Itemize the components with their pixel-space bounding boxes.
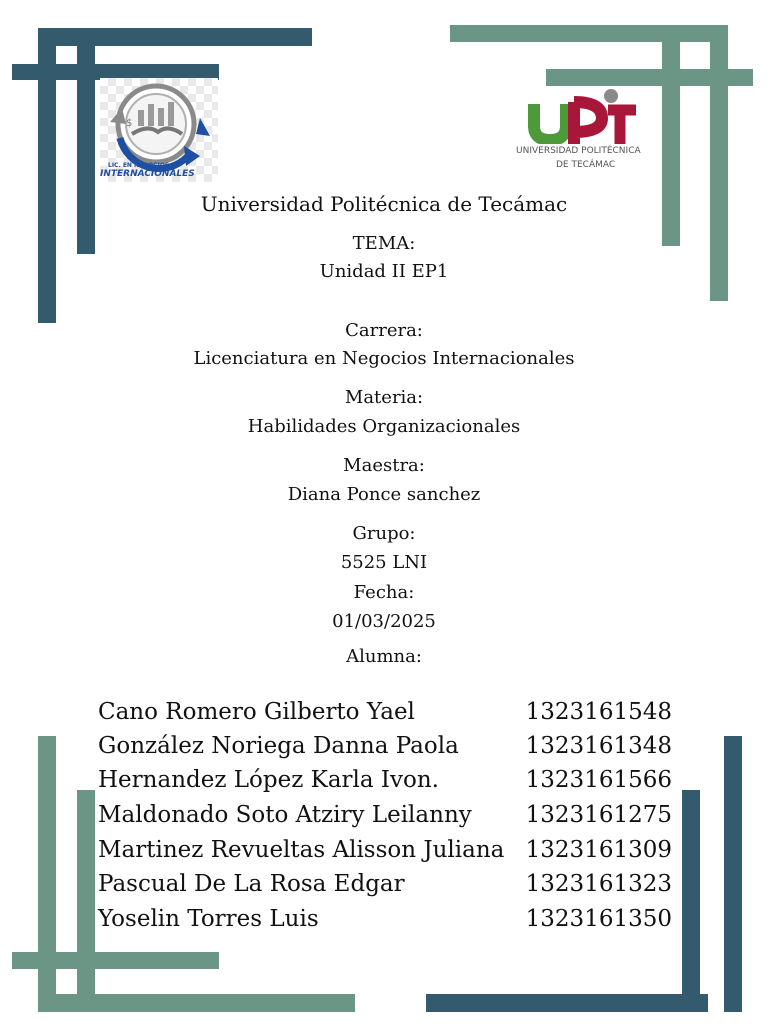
- student-id: 1323161323: [525, 871, 672, 897]
- student-id: 1323161350: [525, 906, 672, 932]
- student-row: [98, 837, 678, 867]
- frame-bar: [77, 46, 95, 254]
- tema-value: Unidad II EP1: [319, 261, 449, 282]
- negocios-internacionales-logo: [100, 78, 218, 182]
- frame-bar: [682, 790, 700, 1012]
- maestra-value: Diana Ponce sanchez: [287, 484, 481, 505]
- svg-text:$: $: [126, 118, 133, 129]
- student-name: Yoselin Torres Luis: [98, 906, 319, 932]
- university-title: Universidad Politécnica de Tecámac: [200, 192, 568, 216]
- student-name: Pascual De La Rosa Edgar: [98, 871, 405, 897]
- frame-bar: [724, 736, 742, 1012]
- logo-subtext: LIC. EN NEGOCIOS: [108, 162, 170, 169]
- student-name: Cano Romero Gilberto Yael: [98, 699, 415, 725]
- student-name: Hernandez López Karla Ivon.: [98, 767, 439, 793]
- frame-bar: [450, 25, 728, 42]
- logo-text: INTERNACIONALES: [100, 169, 195, 179]
- frame-bar: [546, 69, 753, 86]
- frame-bar: [38, 28, 312, 46]
- alumna-label: Alumna:: [346, 646, 422, 667]
- maestra-label: Maestra:: [343, 455, 425, 476]
- frame-bar: [12, 952, 219, 969]
- student-row: [98, 802, 678, 832]
- materia-value: Habilidades Organizacionales: [247, 416, 521, 437]
- fecha-label: Fecha:: [353, 582, 415, 603]
- student-id: 1323161309: [525, 837, 672, 863]
- student-id: 1323161275: [525, 802, 672, 828]
- student-id: 1323161548: [525, 699, 672, 725]
- upt-line1: UNIVERSIDAD POLITÉCNICA: [516, 146, 641, 156]
- upt-line2: DE TECÁMAC: [556, 160, 616, 170]
- student-row: [98, 733, 678, 763]
- materia-label: Materia:: [344, 387, 424, 408]
- frame-bar: [77, 790, 95, 1010]
- upt-logo: [512, 88, 652, 174]
- upt-mark-icon: [512, 88, 652, 144]
- fecha-value: 01/03/2025: [332, 611, 436, 632]
- student-row: [98, 699, 678, 729]
- frame-bar: [710, 25, 728, 301]
- student-id: 1323161566: [525, 767, 672, 793]
- student-name: Martinez Revueltas Alisson Juliana: [98, 837, 505, 863]
- tema-label: TEMA:: [352, 233, 416, 254]
- frame-bar: [426, 994, 708, 1012]
- frame-bar: [38, 736, 56, 1012]
- grupo-label: Grupo:: [352, 523, 416, 544]
- carrera-label: Carrera:: [345, 320, 423, 341]
- student-row: [98, 871, 678, 901]
- student-row: [98, 906, 678, 936]
- student-name: González Noriega Danna Paola: [98, 733, 459, 759]
- grupo-value: 5525 LNI: [340, 552, 428, 573]
- student-id: 1323161348: [525, 733, 672, 759]
- student-name: Maldonado Soto Atziry Leilanny: [98, 802, 472, 828]
- student-row: [98, 767, 678, 797]
- carrera-value: Licenciatura en Negocios Internacionales: [193, 348, 575, 369]
